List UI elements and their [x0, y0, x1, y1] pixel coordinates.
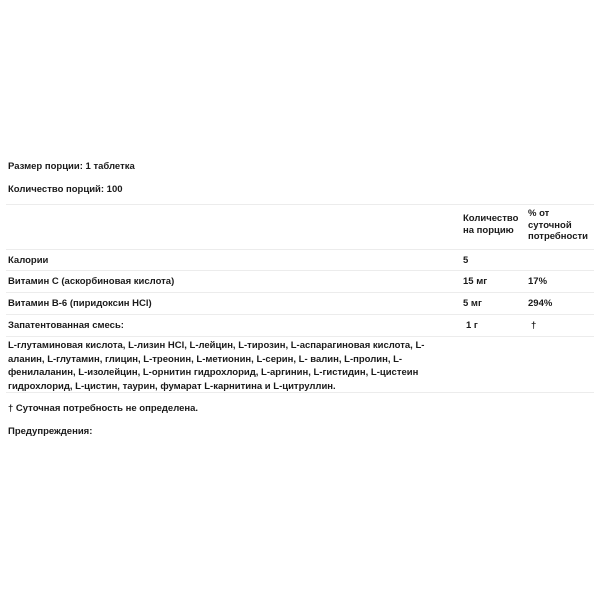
serving-size: Размер порции: 1 таблетка	[8, 161, 135, 172]
warnings-label: Предупреждения:	[8, 426, 93, 437]
divider	[6, 270, 594, 271]
footnote: † Суточная потребность не определена.	[8, 403, 199, 414]
divider	[6, 336, 594, 337]
nutrient-amount: 5 мг	[463, 298, 482, 309]
nutrient-amount: 5	[463, 255, 469, 266]
blend-ingredients: L-глутаминовая кислота, L-лизин HCl, L-лейцин, L-тирозин, L-аспарагиновая кислота, L-аланин, L-глутамин, глицин, L-треонин, L-метионин, L-серин, L- валин, L-пролин, L-фенилаланин, L-изолейцин, L-орнитин гидрохлорид, L-аргинин, L-гистидин, L-цистеин гидрохлорид, L-цистин, таурин, фумарат L-карнитина и L-цитруллин.	[8, 340, 425, 392]
nutrient-dv: †	[531, 320, 537, 331]
column-header-daily-value: % от суточной потребности	[528, 208, 588, 242]
nutrient-name: Калории	[8, 255, 49, 266]
divider	[6, 392, 594, 393]
nutrient-name: Витамин C (аскорбиновая кислота)	[8, 276, 175, 287]
divider	[6, 314, 594, 315]
nutrient-name: Запатентованная смесь:	[8, 320, 124, 331]
divider	[6, 249, 594, 250]
nutrient-name: Витамин B-6 (пиридоксин HCl)	[8, 298, 152, 309]
divider	[6, 204, 594, 205]
nutrient-dv: 17%	[528, 276, 548, 287]
column-header-amount: Количество на порцию	[463, 213, 519, 236]
nutrient-amount: 1 г	[466, 320, 478, 331]
servings-per-container: Количество порций: 100	[8, 184, 123, 195]
divider	[6, 292, 594, 293]
nutrient-dv: 294%	[528, 298, 553, 309]
nutrient-amount: 15 мг	[463, 276, 488, 287]
